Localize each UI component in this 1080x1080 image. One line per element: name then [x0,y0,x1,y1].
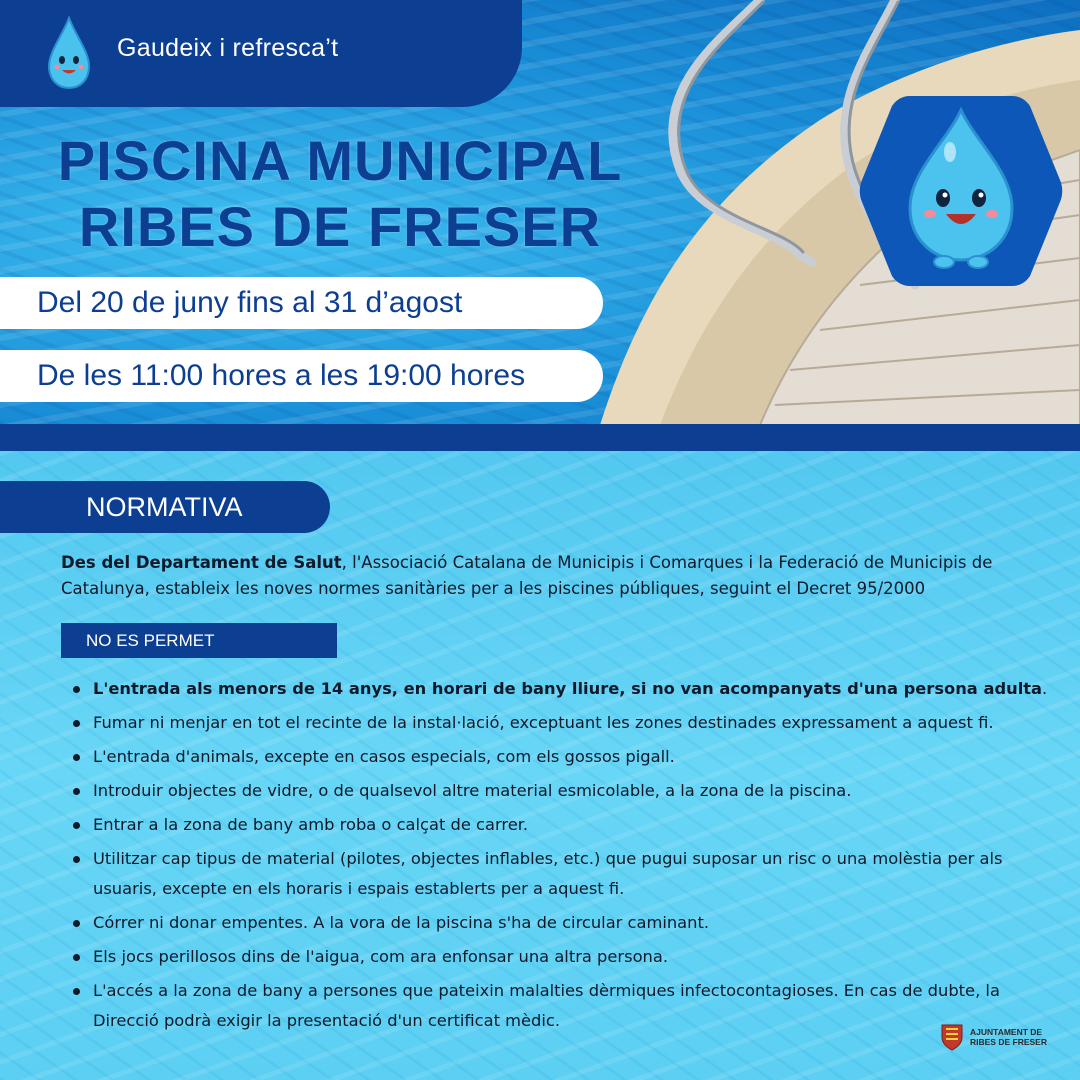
intro-rest: , l'Associació Catalana de Municipis i Comarques i la Federació de Municipis de Catalunya, estableix les noves normes sanitàries per a les piscines públiques, seguint el Decret 95/2000 [61,553,993,598]
hero-banner [0,0,1080,425]
divider-band [0,424,1080,451]
ajuntament-logo [940,1023,1047,1051]
intro-bold: Des del Departament de Salut [61,553,342,572]
normativa-heading: NORMATIVA [0,481,330,533]
intro-paragraph [61,550,1031,602]
list-item: Els jocs perillosos dins de l'aigua, com ara enfonsar una altra persona. [73,942,1063,972]
rules-section [0,451,1080,1080]
list-item: Fumar ni menjar en tot el recinte de la instal·lació, exceptuant les zones destinades expressament a aquest fi. [73,708,1063,738]
list-item: Introduir objectes de vidre, o de qualsevol altre material esmicolable, a la zona de la piscina. [73,776,1063,806]
list-item: L'accés a la zona de bany a persones que pateixin malalties dèrmiques infectocontagioses. En cas de dubte, la Direcció podrà exigir la presentació d'un certificat mèdic. [73,976,1063,1036]
rules-list [73,674,1063,1040]
list-item: Utilitzar cap tipus de material (pilotes, objectes inflables, etc.) que pugui suposar un risc o una molèstia per als usuaris, excepte en els horaris i espais establerts per a aquest fi. [73,844,1063,904]
page-title-line1: PISCINA MUNICIPAL [57,129,623,192]
list-item: Córrer ni donar empentes. A la vora de la piscina s'ha de circular caminant. [73,908,1063,938]
list-item: Entrar a la zona de bany amb roba o calçat de carrer. [73,810,1063,840]
tagline-banner [0,0,522,107]
logo-line1: AJUNTAMENT DE [970,1027,1043,1037]
tagline-text: Gaudeix i refresca’t [117,34,339,62]
list-item: L'entrada als menors de 14 anys, en horari de bany lliure, si no van acompanyats d'una persona adulta. [73,674,1063,704]
logo-line2: RIBES DE FRESER [970,1037,1047,1047]
not-allowed-heading: NO ES PERMET [61,623,337,658]
water-drop-mascot-icon [858,92,1064,290]
opening-hours: De les 11:00 hores a les 19:00 hores [0,350,603,402]
list-item: L'entrada d'animals, excepte en casos especials, com els gossos pigall. [73,742,1063,772]
page-title-line2: RIBES DE FRESER [78,195,602,258]
city-shield-icon [940,1023,964,1051]
water-drop-mascot-icon [44,14,94,94]
season-dates: Del 20 de juny fins al 31 d’agost [0,277,603,329]
